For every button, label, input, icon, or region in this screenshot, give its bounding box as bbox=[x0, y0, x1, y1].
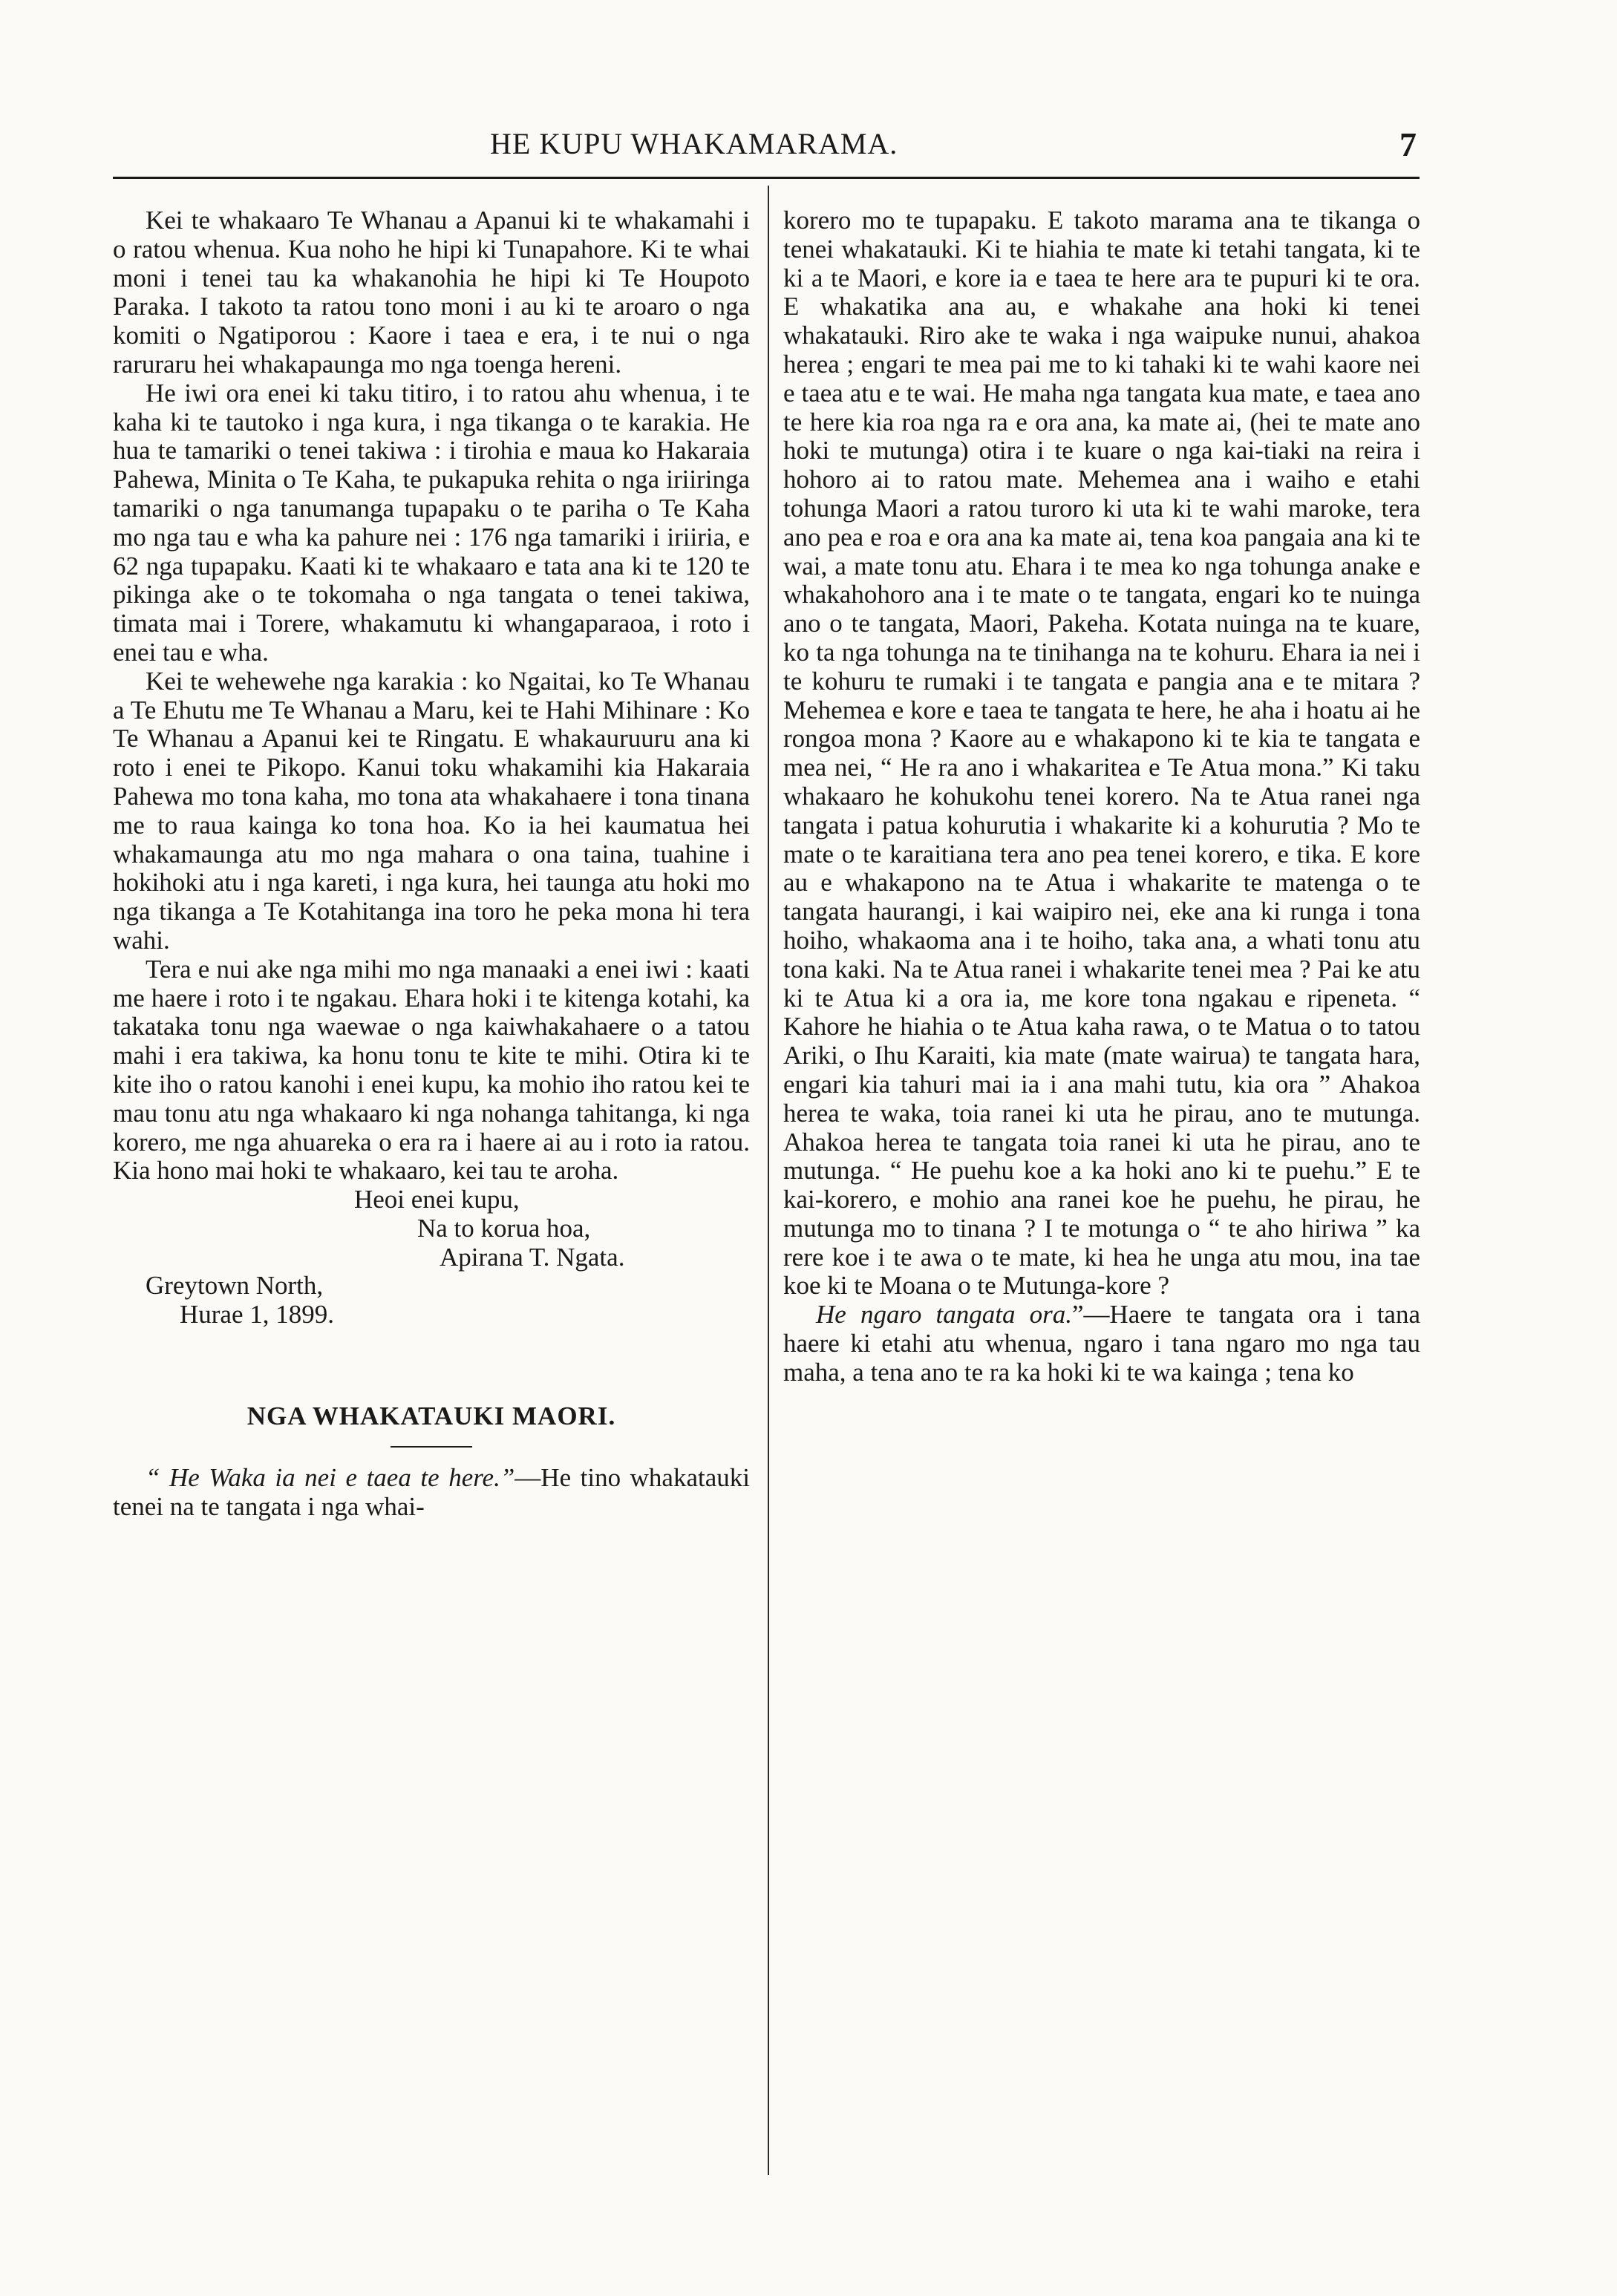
proverb-commentary: —He tino whakatauki tenei na te tangata i nga whai- bbox=[113, 1462, 750, 1521]
left-column bbox=[113, 206, 750, 1521]
proverb-paragraph bbox=[113, 1464, 750, 1522]
proverb-quote: He ngaro tangata ora. bbox=[816, 1300, 1072, 1329]
signoff-line: Heoi enei kupu, bbox=[354, 1185, 520, 1214]
paragraph: Kei te whakaaro Te Whanau a Apanui ki te whakamahi i o ratou whenua. Kua noho he hipi ki Tunapahore. Ki te whai moni i tenei tau ka whakanohia he hipi ki Te Houpoto Paraka. I takoto ta ratou tono moni i au ki te aroaro o nga komiti o Ngatiporou : Kaore i taea e era, i te nui o nga raruraru hei whakapaunga mo nga toenga hereni. bbox=[113, 206, 750, 379]
place-line: Greytown North, bbox=[146, 1271, 324, 1301]
section-heading: NGA WHAKATAUKI MAORI. bbox=[246, 1402, 616, 1431]
heading-rule bbox=[391, 1446, 472, 1448]
proverb-commentary: ”—Haere te tangata ora i tana haere ki etahi atu whenua, ngaro i tana ngaro mo nga tau maha, a tena ano te ra ka hoki ki te wa kainga ; tena ko bbox=[783, 1300, 1420, 1387]
date-line: Hurae 1, 1899. bbox=[180, 1300, 335, 1329]
paragraph: He iwi ora enei ki taku titiro, i to ratou ahu whenua, i te kaha ki te tautoko i nga kura, i nga tikanga o te karakia. He hua te tamariki o tenei takiwa : i tirohia e maua ko Hakaraia Pahewa, Minita o Te Kaha, te pukapuka rehita o nga iriiringa tamariki o nga tanumanga tupapaku o te pariha o Te Kaha mo nga tau e wha ka pahure nei : 176 nga tamariki i iriiria, e 62 nga tupapaku. Kaati ki te whakaaro e tata ana ki te 120 te pikinga ake o te tokomaha o nga tangata o tenei takiwa, timata mai i Torere, whakamutu ki whangaparaoa, i roto i enei tau e wha. bbox=[113, 378, 750, 667]
page-number: 7 bbox=[1399, 125, 1417, 163]
paragraph: Kei te wehewehe nga karakia : ko Ngaitai, ko Te Whanau a Te Ehutu me Te Whanau a Maru, kei te Hahi Mihinare : Ko Te Whanau a Apanui kei te Ringatu. E whakauruuru ana ki roto i enei te Pikopo. Kanui toku whakamihi kia Hakaraia Pahewa mo tona kaha, mo tona ata whakahaere i tona tinana me to raua kainga ko tona hoa. Ko ia hei kaumatua hei whakamaunga atu mo nga mahara o ona taina, tuahine i hokihoki atu i nga kareti, i nga kura, hei taunga atu hoki mo nga tikanga a Te Kotahitanga ina toro he peka mona hi tera wahi. bbox=[113, 666, 750, 955]
author-signature: Apirana T. Ngata. bbox=[440, 1242, 625, 1272]
signoff-line: Na to korua hoa, bbox=[417, 1213, 591, 1243]
right-column bbox=[783, 206, 1420, 1387]
proverb-paragraph bbox=[783, 1301, 1420, 1387]
running-head bbox=[0, 126, 1617, 171]
running-head-title: HE KUPU WHAKAMARAMA. bbox=[490, 127, 898, 160]
header-rule bbox=[113, 177, 1420, 179]
paragraph: Tera e nui ake nga mihi mo nga manaaki a enei iwi : kaati me haere i roto i te ngakau. Ehara hoki i te kitenga kotahi, ka takataka tonu nga waewae o nga kaiwhakahaere o a tatou mahi i era takiwa, ka honu tonu te kite te mihi. Otira ki te kite iho o ratou kanohi i enei kupu, ka mohio iho ratou kei te mau tonu atu nga whakaaro ki nga nohanga tahitanga, ki nga korero, me nga ahuareka o era ra i haere ai au i roto ia ratou. Kia hono mai hoki te whakaaro, kei tau te aroha. bbox=[113, 954, 750, 1185]
proverb-quote: “ He Waka ia nei e taea te here.” bbox=[146, 1462, 515, 1492]
paragraph: korero mo te tupapaku. E takoto marama ana te tikanga o tenei whakatauki. Ki te hiahia te mate ki tetahi tangata, ki te ki a te Maori, e kore ia e taea te here ara te pupuri ki te ora. E whakatika ana au, e whakahe ana hoki ki tenei whakatauki. Riro ake te waka i nga waipuke nunui, ahakoa herea ; engari te mea pai me to ki tahaki ki te wahi kaore nei e taea atu e te wai. He maha nga tangata kua mate, e taea ano te here kia roa nga ra e ora ana, ka mate ai, (hei te mate ano hoki te mutunga) otira i te kuare o nga kai-tiaki na reira i hohoro ai to ratou mate. Mehemea ana i waiho e etahi tohunga Maori a ratou turoro ki uta ki te wahi maroke, tera ano pea e roa e ora ana ka mate ai, tena koa pangaia ana ki te wai, a mate tonu atu. Ehara i te mea ko nga tohunga anake e whakahohoro ana i te mate o te tangata, engari ko te nuinga ano o te tangata, Maori, Pakeha. Kotata nuinga na te kuare, ko ta nga tohunga na te tinihanga na te kohuru. Ehara ia nei i te kohuru te rumaki i te tangata e pangia ana e te mitara ? Mehemea e kore e taea te tangata te here, he aha i hoatu ai he rongoa mona ? Kaore au e whakapono ki te kia te tangata e mea nei, “ He ra ano i whakaritea e Te Atua mona.” Ki taku whakaaro he kohukohu tenei korero. Na te Atua ranei nga tangata i patua kohurutia i whakarite ki a kohurutia ? Mo te mate o te karaitiana tera ano pea tenei korero, e tika. E kore au e whakapono na te Atua i whakarite te matenga o te tangata haurangi, i kai waipiro nei, eke ana ki runga i tona hoiho, whakaoma ana i te hoiho, taka ana, a whati tonu atu tona kaki. Na te Atua ranei i whakarite tenei mea ? Pai ke atu ki te Atua ki a ora ia, me kore tona ngakau e ripeneta. “ Kahore he hiahia o te Atua kaha rawa, o te Matua o to tatou Ariki, o Ihu Karaiti, kia mate (mate wairua) te tangata hara, engari kia tahuri mai ia i ana mahi tutu, kia ora ” Ahakoa herea te waka, toia ranei ki uta he pirau, ano te mutunga. Ahakoa herea te tangata toia ranei ki uta he pirau, ano te mutunga. “ He puehu koe a ka hoki ano ki te puehu.” E te kai-korero, e mohio ana ranei koe he puehu, he pirau, he mutunga mo to tinana ? I te motunga o “ te aho hiriwa ” ka rere koe i te awa o te mate, ki hea he unga atu mou, ina tae koe ki te Moana o te Mutunga-kore ? bbox=[783, 206, 1420, 1301]
column-divider bbox=[768, 186, 769, 2175]
